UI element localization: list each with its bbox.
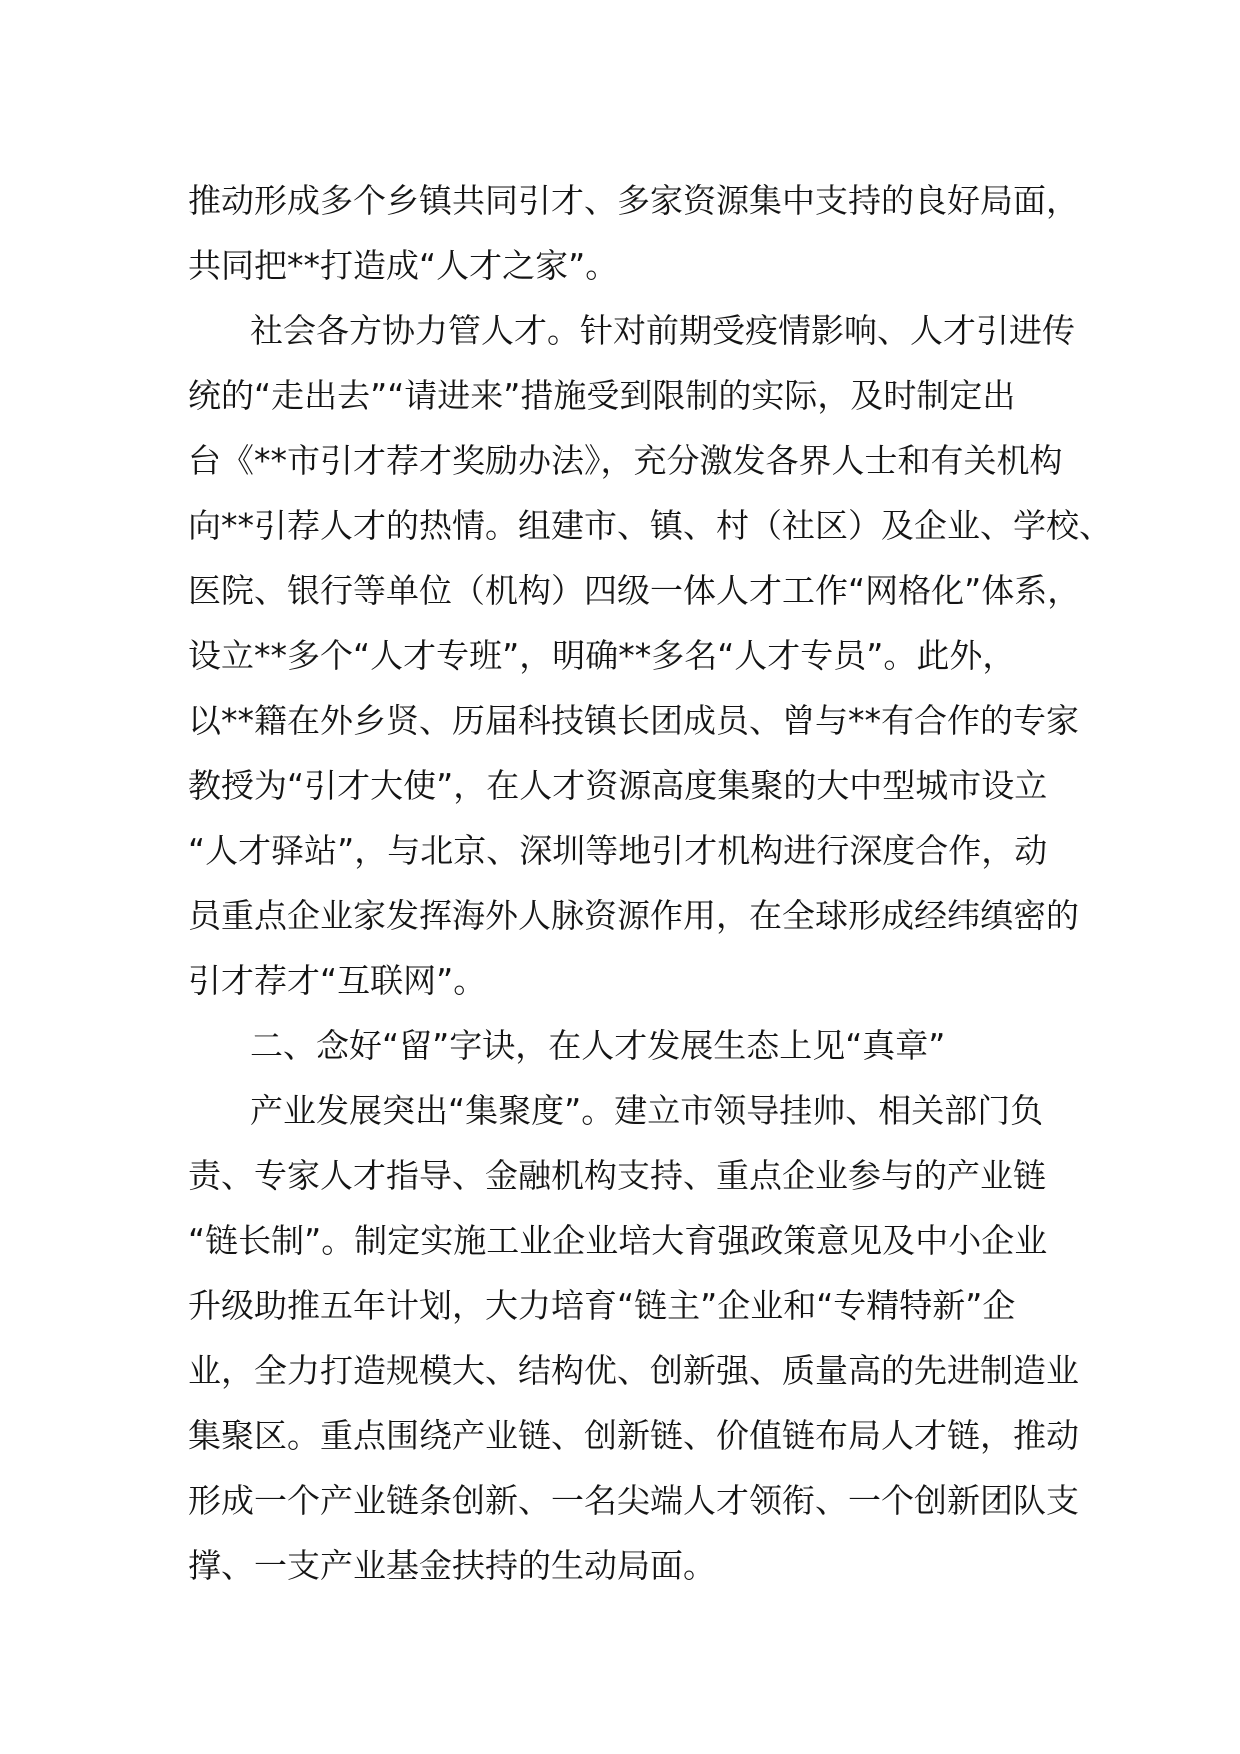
text-line: 医院、银行等单位（机构）四级一体人才工作“网格化”体系， bbox=[188, 571, 1081, 610]
paragraph-start-line: 社会各方协力管人才。针对前期受疫情影响、人才引进传 bbox=[250, 311, 1075, 350]
text-line: 统的“走出去”“请进来”措施受到限制的实际，及时制定出 bbox=[188, 376, 1016, 415]
text-line: 员重点企业家发挥海外人脉资源作用，在全球形成经纬缜密的 bbox=[188, 896, 1079, 935]
text-line: 集聚区。重点围绕产业链、创新链、价值链布局人才链，推动 bbox=[188, 1416, 1079, 1455]
text-line: 升级助推五年计划，大力培育“链主”企业和“专精特新”企 bbox=[188, 1286, 1016, 1325]
paragraph-start-line: 产业发展突出“集聚度”。建立市领导挂帅、相关部门负 bbox=[250, 1091, 1044, 1130]
text-line: 教授为“引才大使”，在人才资源高度集聚的大中型城市设立 bbox=[188, 766, 1048, 805]
text-line: 形成一个产业链条创新、一名尖端人才领衔、一个创新团队支 bbox=[188, 1481, 1079, 1520]
text-line: 设立**多个“人才专班”，明确**多名“人才专员”。此外， bbox=[188, 636, 1016, 675]
text-line: 业，全力打造规模大、结构优、创新强、质量高的先进制造业 bbox=[188, 1351, 1079, 1390]
text-line: 向**引荐人才的热情。组建市、镇、村（社区）及企业、学校、 bbox=[188, 506, 1112, 545]
text-line: 推动形成多个乡镇共同引才、多家资源集中支持的良好局面， bbox=[188, 181, 1079, 220]
text-line: “链长制”。制定实施工业企业培大育强政策意见及中小企业 bbox=[188, 1221, 1048, 1260]
text-line: 共同把**打造成“人才之家”。 bbox=[188, 246, 619, 285]
text-line: 台《**市引才荐才奖励办法》，充分激发各界人士和有关机构 bbox=[188, 441, 1063, 480]
section-heading: 二、念好“留”字诀，在人才发展生态上见“真章” bbox=[250, 1026, 946, 1065]
text-line: 责、专家人才指导、金融机构支持、重点企业参与的产业链 bbox=[188, 1156, 1046, 1195]
text-line: 以**籍在外乡贤、历届科技镇长团成员、曾与**有合作的专家 bbox=[188, 701, 1079, 740]
document-body bbox=[188, 168, 1112, 1598]
text-line: 引才荐才“互联网”。 bbox=[188, 961, 487, 1000]
text-line: “人才驿站”，与北京、深圳等地引才机构进行深度合作，动 bbox=[188, 831, 1048, 870]
text-line: 撑、一支产业基金扶持的生动局面。 bbox=[188, 1546, 716, 1585]
